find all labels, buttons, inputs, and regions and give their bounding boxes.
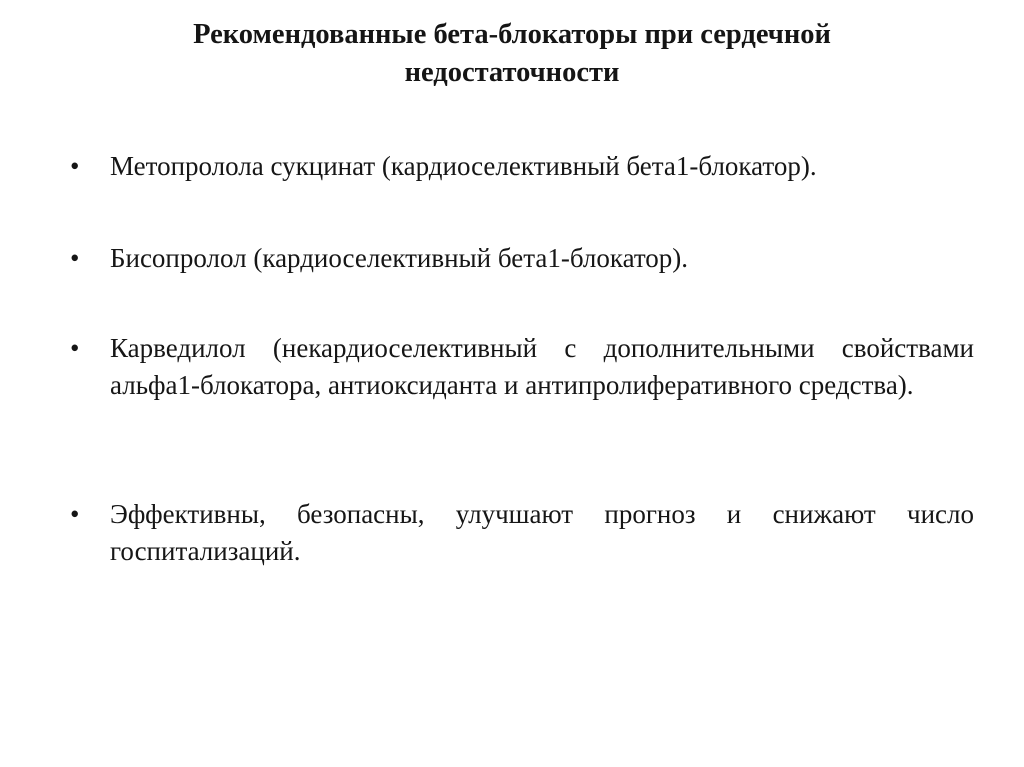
bullet-dot-icon: •: [70, 499, 80, 529]
bullet-text: Карведилол (некардиоселективный с дополнительными свойствами альфа1-блокатора, антиоксиданта и антипролиферативного средства).: [110, 333, 974, 400]
bullet-text: Метопролола сукцинат (кардиоселективный бета1-блокатор).: [110, 151, 817, 181]
bullet-text: Бисопролол (кардиоселективный бета1-блокатор).: [110, 243, 689, 273]
bullet-dot-icon: •: [70, 243, 80, 273]
bullet-text: Эффективны, безопасны, улучшают прогноз и снижают число госпитализаций.: [110, 499, 974, 566]
bullet-dot-icon: •: [70, 333, 80, 363]
slide-title: Рекомендованные бета-блокаторы при сердечной недостаточности: [193, 19, 831, 88]
bullet-dot-icon: •: [70, 151, 80, 181]
